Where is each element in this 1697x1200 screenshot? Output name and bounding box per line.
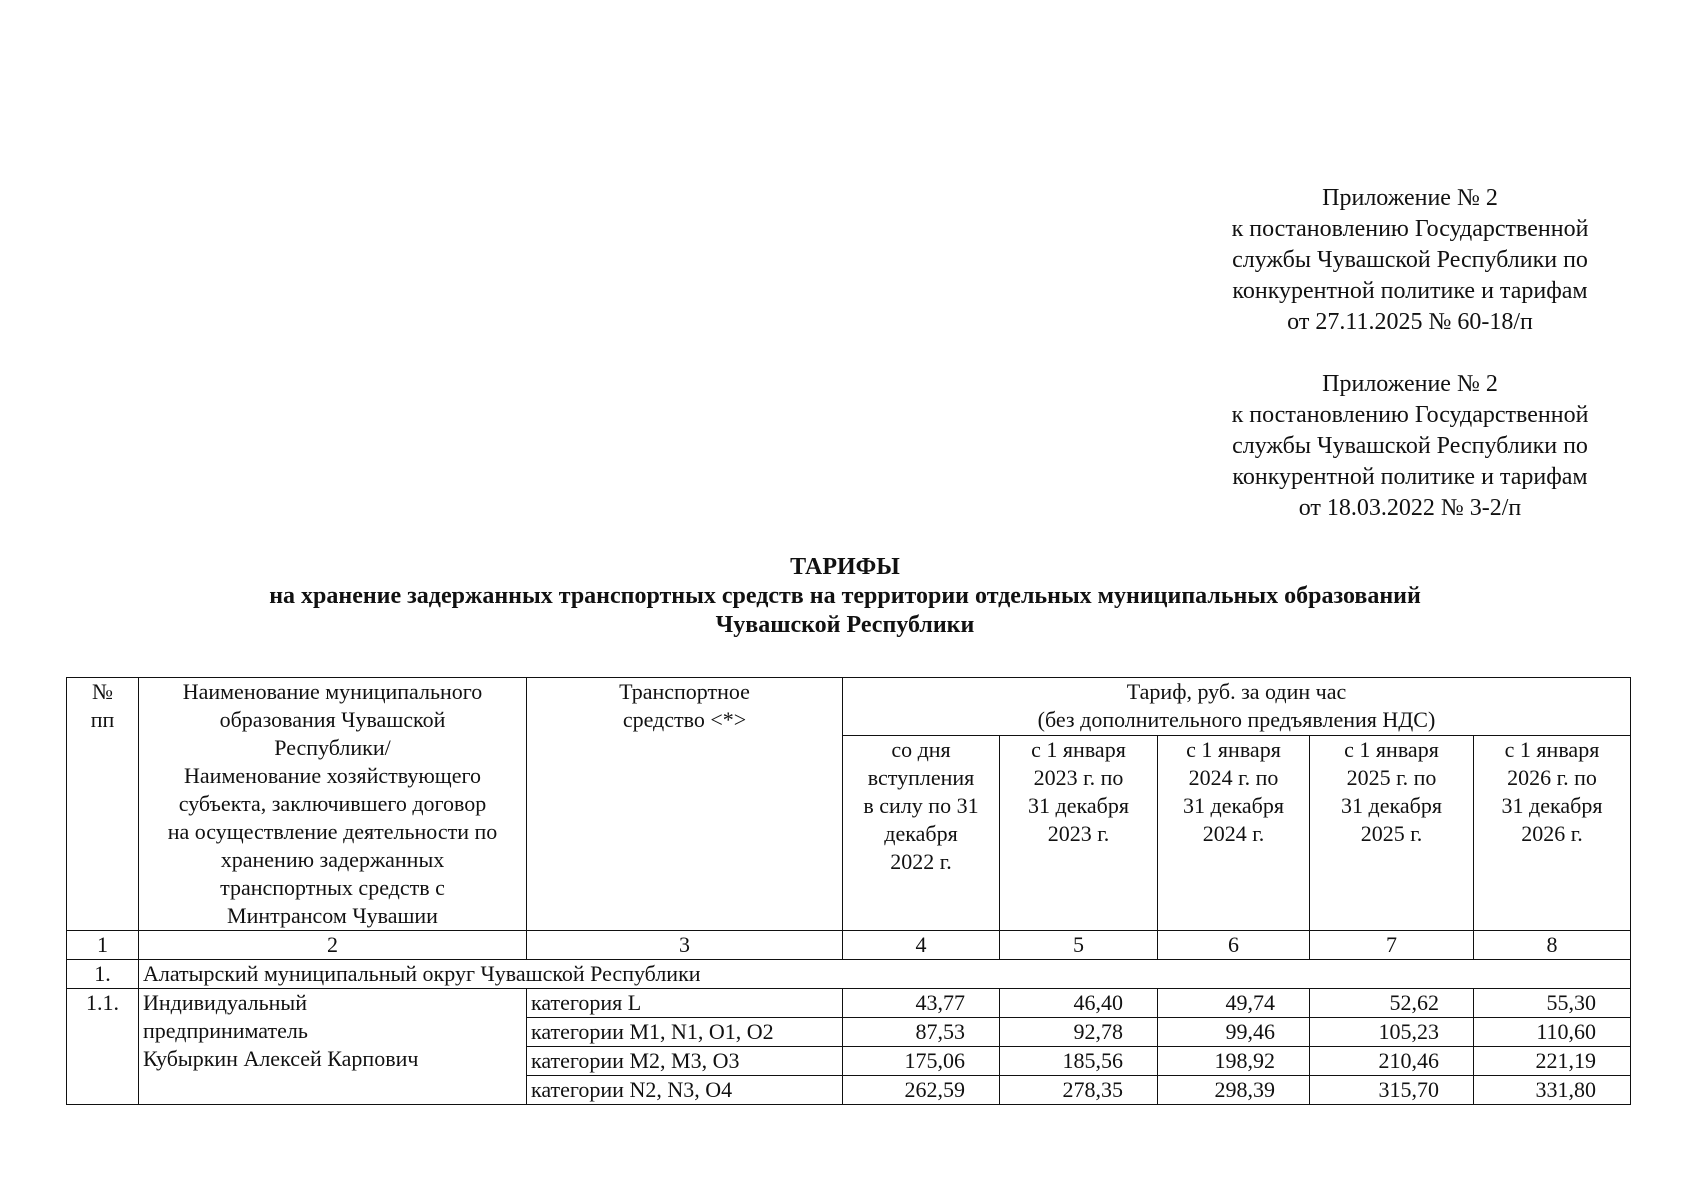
entry-name: Индивидуальный предприниматель Кубыркин Алексей Карпович bbox=[139, 989, 527, 1105]
vehicle-category: категории M2, M3, O3 bbox=[527, 1047, 843, 1076]
appendix-line: от 18.03.2022 № 3-2/п bbox=[1298, 495, 1522, 521]
column-number: 4 bbox=[843, 931, 1000, 960]
appendix-line: конкурентной политике и тарифам bbox=[1232, 464, 1588, 490]
tariff-value: 298,39 bbox=[1158, 1076, 1310, 1105]
tariff-value: 110,60 bbox=[1474, 1018, 1631, 1047]
document-title bbox=[60, 553, 1630, 640]
tariff-value: 55,30 bbox=[1474, 989, 1631, 1018]
tariff-value: 262,59 bbox=[843, 1076, 1000, 1105]
tariff-table bbox=[66, 677, 1631, 1105]
tariff-value: 221,19 bbox=[1474, 1047, 1631, 1076]
title-line: Чувашской Республики bbox=[715, 612, 975, 638]
header-period: с 1 января 2023 г. по 31 декабря 2023 г. bbox=[1000, 736, 1158, 931]
header-period: с 1 января 2026 г. по 31 декабря 2026 г. bbox=[1474, 736, 1631, 931]
appendix-note-previous bbox=[1190, 369, 1630, 524]
appendix-line: от 27.11.2025 № 60-18/п bbox=[1287, 309, 1533, 335]
tariff-value: 175,06 bbox=[843, 1047, 1000, 1076]
header-period: с 1 января 2024 г. по 31 декабря 2024 г. bbox=[1158, 736, 1310, 931]
tariff-value: 198,92 bbox=[1158, 1047, 1310, 1076]
title-heading: ТАРИФЫ bbox=[790, 554, 900, 580]
tariff-value: 43,77 bbox=[843, 989, 1000, 1018]
header-period: с 1 января 2025 г. по 31 декабря 2025 г. bbox=[1310, 736, 1474, 931]
appendix-line: к постановлению Государственной bbox=[1231, 216, 1589, 242]
tariff-value: 278,35 bbox=[1000, 1076, 1158, 1105]
appendix-line: Приложение № 2 bbox=[1322, 371, 1498, 397]
tariff-value: 210,46 bbox=[1310, 1047, 1474, 1076]
vehicle-category: категории M1, N1, O1, O2 bbox=[527, 1018, 843, 1047]
column-number-row bbox=[67, 931, 1631, 960]
header-municipality: Наименование муниципального образования Чувашской Республики/ Наименование хозяйствующего субъекта, заключившего договор на осуществление деятельности по хранению задержанных транспортных средств с Минтрансом Чувашии bbox=[139, 678, 527, 931]
section-number: 1. bbox=[67, 960, 139, 989]
appendix-line: конкурентной политике и тарифам bbox=[1232, 278, 1588, 304]
vehicle-category: категория L bbox=[527, 989, 843, 1018]
column-number: 2 bbox=[139, 931, 527, 960]
entry-number: 1.1. bbox=[67, 989, 139, 1105]
column-number: 5 bbox=[1000, 931, 1158, 960]
vehicle-category: категории N2, N3, O4 bbox=[527, 1076, 843, 1105]
appendix-line: службы Чувашской Республики по bbox=[1232, 247, 1588, 273]
tariff-value: 46,40 bbox=[1000, 989, 1158, 1018]
header-tariff: Тариф, руб. за один час (без дополнительного предъявления НДС) bbox=[843, 678, 1631, 736]
tariff-value: 105,23 bbox=[1310, 1018, 1474, 1047]
column-number: 1 bbox=[67, 931, 139, 960]
appendix-note-current bbox=[1190, 183, 1630, 338]
header-period: со дня вступления в силу по 31 декабря 2022 г. bbox=[843, 736, 1000, 931]
column-number: 8 bbox=[1474, 931, 1631, 960]
appendix-line: Приложение № 2 bbox=[1322, 185, 1498, 211]
column-number: 6 bbox=[1158, 931, 1310, 960]
section-row bbox=[67, 960, 1631, 989]
appendix-line: к постановлению Государственной bbox=[1231, 402, 1589, 428]
tariff-value: 92,78 bbox=[1000, 1018, 1158, 1047]
section-name: Алатырский муниципальный округ Чувашской Республики bbox=[139, 960, 1631, 989]
column-number: 7 bbox=[1310, 931, 1474, 960]
tariff-value: 315,70 bbox=[1310, 1076, 1474, 1105]
header-vehicle: Транспортное средство <*> bbox=[527, 678, 843, 931]
tariff-value: 99,46 bbox=[1158, 1018, 1310, 1047]
title-line: на хранение задержанных транспортных средств на территории отдельных муниципальных образований bbox=[269, 583, 1421, 609]
header-number: № пп bbox=[67, 678, 139, 931]
tariff-value: 331,80 bbox=[1474, 1076, 1631, 1105]
tariff-value: 49,74 bbox=[1158, 989, 1310, 1018]
tariff-value: 87,53 bbox=[843, 1018, 1000, 1047]
tariff-value: 185,56 bbox=[1000, 1047, 1158, 1076]
column-number: 3 bbox=[527, 931, 843, 960]
table-row bbox=[67, 989, 1631, 1018]
tariff-value: 52,62 bbox=[1310, 989, 1474, 1018]
appendix-line: службы Чувашской Республики по bbox=[1232, 433, 1588, 459]
